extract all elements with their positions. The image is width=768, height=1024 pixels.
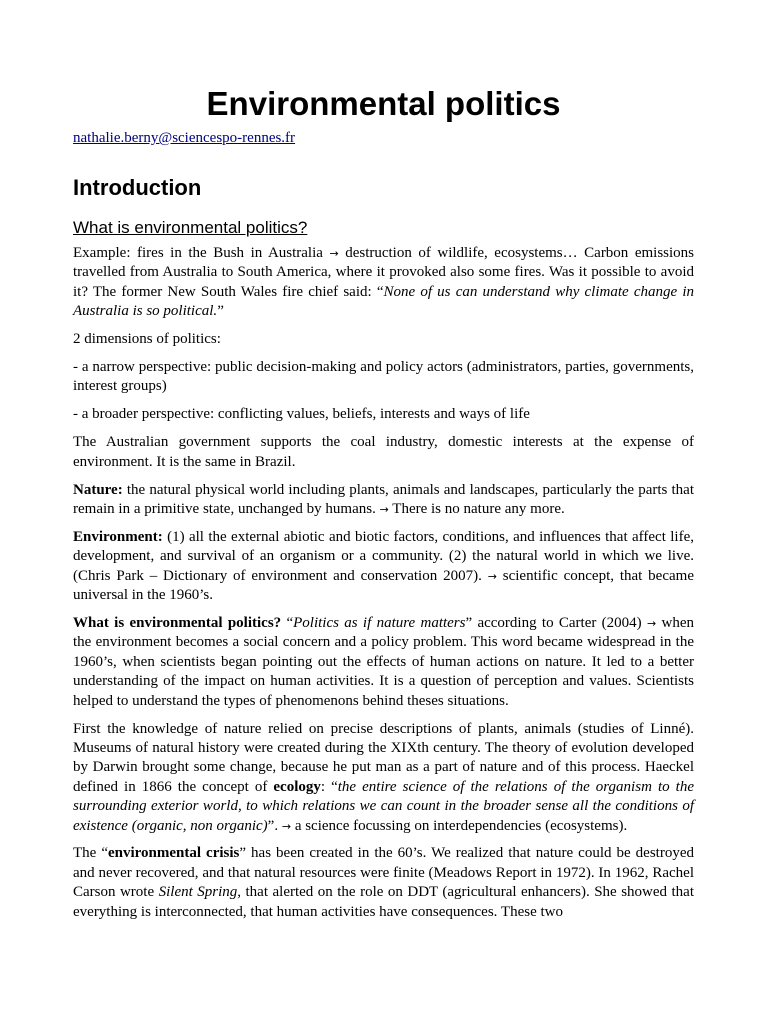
paragraph-example	[73, 244, 694, 322]
text: a science focussing on interdependencies (ecosystems).	[291, 817, 628, 834]
book-title: Silent Spring	[158, 884, 238, 901]
term: What is environmental politics?	[73, 615, 282, 631]
document-title: Environmental politics	[206, 85, 561, 122]
paragraph-broader: - a broader perspective: conflicting values, beliefs, interests and ways of life	[73, 406, 530, 423]
paragraph-crisis	[73, 844, 694, 922]
text: ” according to Carter (2004)	[465, 615, 647, 631]
document-page	[73, 0, 694, 931]
arrow-icon: →	[281, 819, 292, 833]
arrow-icon: →	[329, 247, 339, 260]
text: destruction of wildlife, ecosystems… Carbon emissions travelled from Australia to South America, where it provoked also some fires. Was it possible to avoid it? The former New South Wales fire chief said: “	[73, 245, 695, 300]
text: The “	[73, 845, 108, 862]
paragraph-australia: The Australian government supports the coal industry, domestic interests at the expense of environment. It is the same in Brazil.	[73, 434, 694, 470]
paragraph-environment	[73, 528, 694, 606]
term: environmental crisis	[107, 845, 240, 862]
paragraph-ecology	[73, 720, 694, 836]
text: Example: fires in the Bush in Australia	[73, 245, 330, 261]
arrow-icon: →	[379, 502, 389, 516]
term: Environment:	[73, 528, 163, 545]
quote: the entire science of the relations of the organism to the surrounding exterior world, to which relations we can count in the broader sense all the conditions of existence (organic, non organic)	[73, 778, 694, 834]
quote: None of us can understand why climate change in Australia is so political.	[73, 283, 694, 320]
text: ” has been created in the 60’s. We realized that nature could be destroyed and never recovered, and that natural resources were finite (Meadows Report in 1972). In 1962, Rachel Carson wrote	[73, 845, 694, 901]
text: (1) all the external abiotic and biotic factors, conditions, and influences that affect life, development, and survival of an organism or a community. (2) the natural world in which we live. (Chris Park – Dictionary of environment and conservation 2007).	[73, 528, 694, 584]
text: There is no nature any more.	[388, 500, 565, 517]
text: , that alerted on the role on DDT (agricultural enhancers). She showed that everything is interconnected, that human activities have consequences. These two	[73, 884, 694, 920]
term: Nature:	[73, 481, 123, 498]
paragraph-what-is	[73, 614, 694, 711]
paragraph-narrow: - a narrow perspective: public decision-making and policy actors (administrators, parties, governments, interest groups)	[73, 359, 694, 395]
text: ”	[217, 303, 224, 320]
author-email-link[interactable]: nathalie.berny@sciencespo-rennes.fr	[73, 130, 296, 146]
subsection-heading-text: What is environmental politics?	[73, 218, 308, 237]
quote: Politics as if nature matters	[293, 615, 466, 631]
text: First the knowledge of nature relied on precise descriptions of plants, animals (studies of Linné). Museums of natural history were created during the XIXth century. The theory of evolution developed by Darwin brought some change, because he put man as a part of nature and of this process. Haeckel defined in 1866 the concept of	[73, 720, 694, 795]
paragraph-dimensions: 2 dimensions of politics:	[73, 331, 221, 348]
text: scientific concept, that became universal in the 1960’s.	[73, 567, 694, 604]
section-heading-introduction: Introduction	[73, 175, 202, 200]
text: : “	[320, 778, 338, 795]
arrow-icon: →	[646, 617, 657, 630]
text: the natural physical world including plants, animals and landscapes, particularly the parts that remain in a primitive state, unchanged by humans.	[73, 481, 694, 517]
text: ”.	[267, 817, 282, 834]
paragraph-nature	[73, 481, 694, 520]
text: when the environment becomes a social concern and a policy problem. This word became widespread in the 1960’s, when scientists began pointing out the effects of human actions on nature. It led to a better understanding of the impact on human activities. It is a question of perception and values. Scientists helped to understand the types of phenomenons behind theses situations.	[73, 615, 694, 709]
arrow-icon: →	[487, 569, 497, 583]
subsection-heading	[73, 217, 694, 239]
term: ecology	[273, 778, 321, 795]
text: “	[281, 615, 294, 631]
